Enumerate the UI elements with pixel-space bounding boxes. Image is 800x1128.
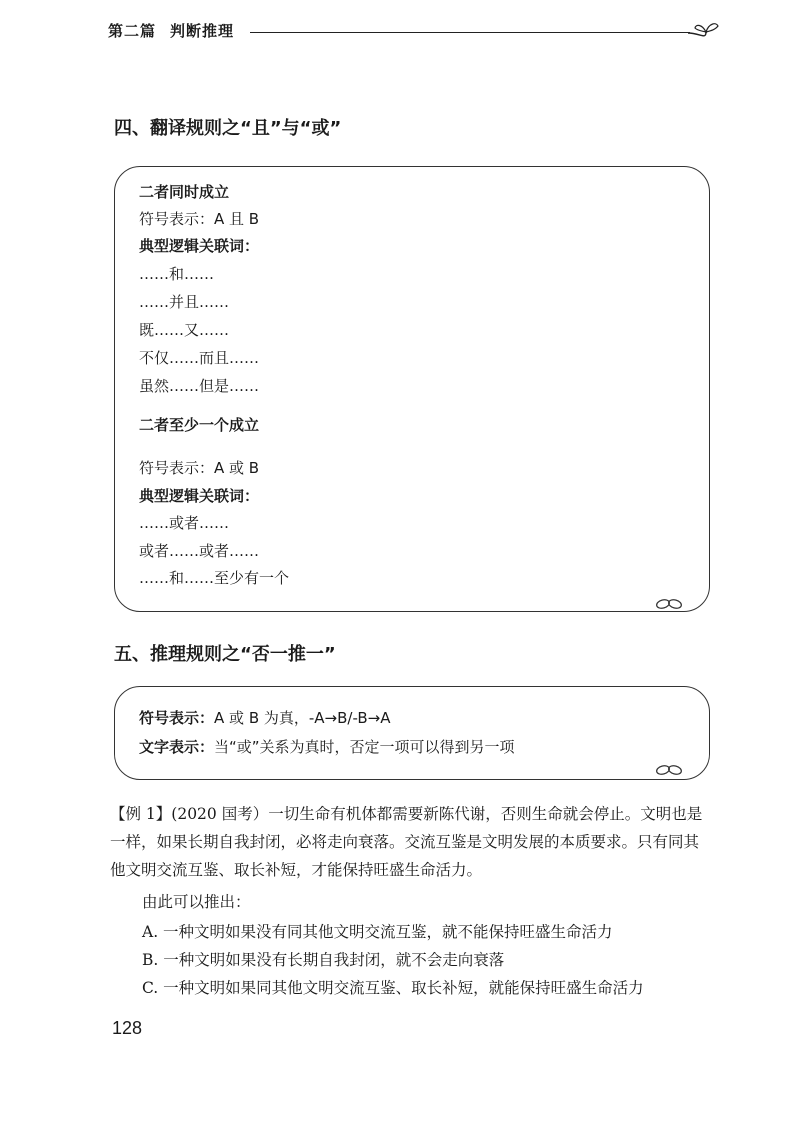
box-line: 典型逻辑关联词：: [139, 237, 260, 255]
box-line: 虽然……但是……: [139, 377, 260, 395]
box-line: ……和……至少有一个: [139, 569, 290, 587]
leaf-icon: [655, 597, 683, 611]
option-a: A. 一种文明如果没有同其他文明交流互鉴，就不能保持旺盛生命活力: [142, 923, 613, 941]
example-question: [110, 800, 710, 884]
box-line: 二者同时成立: [139, 183, 230, 201]
box-line: 不仅……而且……: [139, 349, 260, 367]
header-chapter: 判断推理: [170, 22, 235, 40]
box-line: 既……又……: [139, 321, 230, 339]
header-rule: [250, 32, 690, 33]
text-label: 文字表示：: [139, 738, 215, 756]
box-line: ……和……: [139, 265, 215, 283]
example-stem: 【例 1】(2020 国考）一切生命有机体都需要新陈代谢，否则生命就会停止。文明也是一样，如果长期自我封闭，必将走向衰落。交流互鉴是文明发展的本质要求。只有同其他文明交流互鉴、取长补短，才能保持旺盛生命活力。: [110, 805, 703, 879]
box-line: 符号表示：A 或 B: [139, 459, 260, 477]
example-prompt: 由此可以推出：: [142, 893, 251, 911]
header-part: 第二篇: [108, 22, 157, 40]
box-line: 典型逻辑关联词：: [139, 487, 260, 505]
running-header: [108, 18, 720, 46]
box-line: 二者至少一个成立: [139, 416, 260, 434]
sprout-icon: [686, 18, 726, 48]
symbol-label: 符号表示：: [139, 709, 215, 727]
page-number: 128: [112, 1018, 143, 1038]
leaf-icon: [655, 763, 683, 777]
section-4-title: 四、翻译规则之“且”与“或”: [114, 118, 342, 139]
box-line: [139, 736, 515, 757]
section-5-title: 五、推理规则之“否一推一”: [114, 644, 336, 665]
box-line: ……并且……: [139, 293, 230, 311]
box-line: ……或者……: [139, 514, 230, 532]
box-line: 符号表示：A 且 B: [139, 210, 260, 228]
option-c: C. 一种文明如果同其他文明交流互鉴、取长补短，就能保持旺盛生命活力: [142, 979, 644, 997]
rule-box-and-or: [114, 166, 710, 612]
rule-box-either-or: [114, 686, 710, 780]
symbol-text: A 或 B 为真，-A→B/-B→A: [214, 709, 391, 727]
box-line: 或者……或者……: [139, 542, 260, 560]
header-title: [108, 20, 234, 41]
option-b: B. 一种文明如果没有长期自我封闭，就不会走向衰落: [142, 951, 505, 969]
text-content: 当“或”关系为真时，否定一项可以得到另一项: [214, 738, 515, 756]
box-line: [139, 707, 390, 728]
